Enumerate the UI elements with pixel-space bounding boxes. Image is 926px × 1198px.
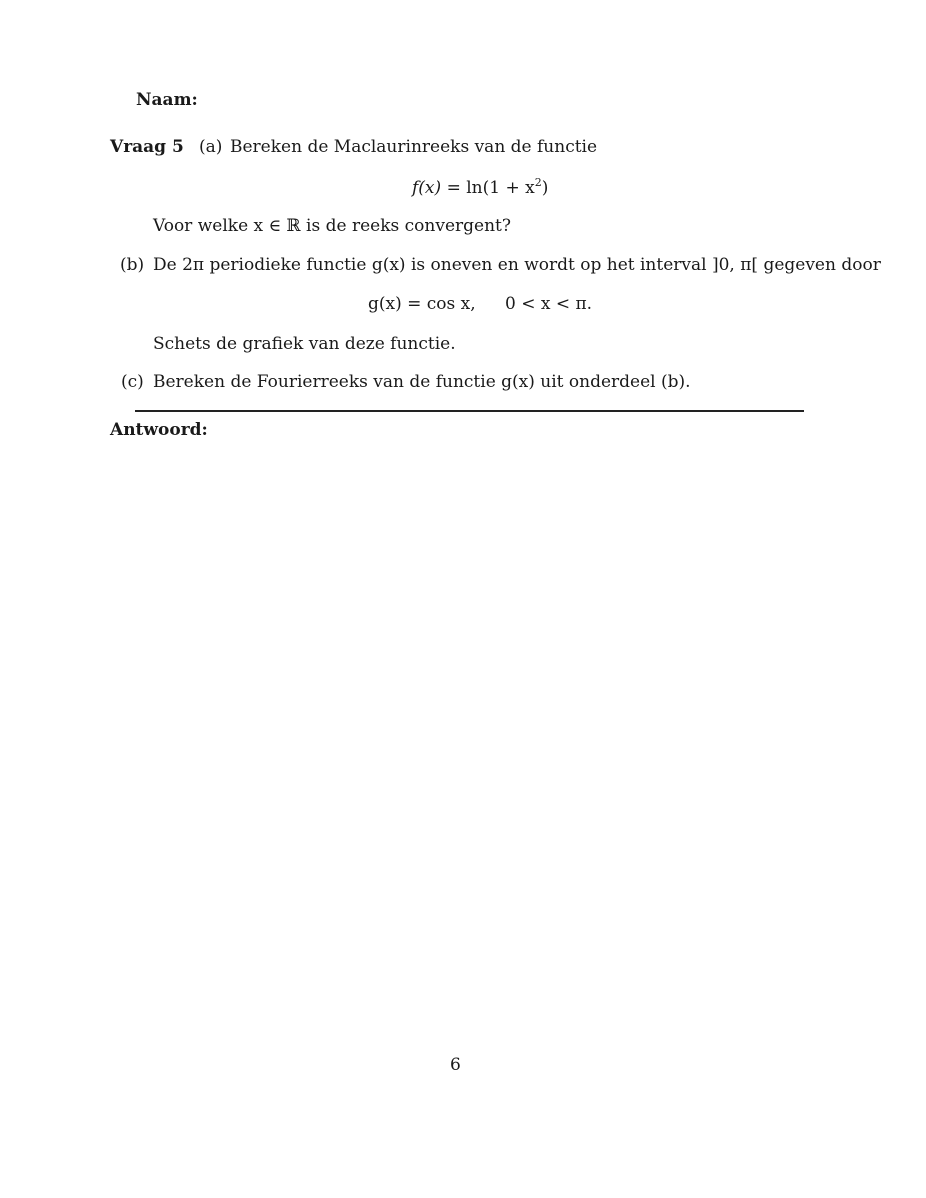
formula-a-lhs: f(x)	[412, 178, 442, 198]
part-b-formula-right: 0 < x < π.	[505, 294, 593, 314]
formula-a-exponent: 2	[534, 176, 542, 189]
question-label: Vraag 5	[110, 137, 184, 157]
part-a-text: Bereken de Maclaurinreeks van de functie	[230, 137, 598, 157]
formula-a-rhs: = ln(1 + x	[446, 178, 535, 198]
formula-a-close: )	[541, 178, 549, 198]
part-c-text: Bereken de Fourierreeks van de functie g(x) uit onderdeel (b).	[153, 372, 691, 392]
part-a-formula	[412, 176, 548, 198]
part-a-marker: (a)	[199, 137, 223, 157]
part-b-formula-left: g(x) = cos x,	[368, 294, 476, 314]
part-b-text: De 2π periodieke functie g(x) is oneven en wordt op het interval ]0, π[ gegeven door	[153, 255, 881, 275]
name-label: Naam:	[136, 90, 198, 110]
part-c-marker: (c)	[121, 372, 144, 392]
part-a-followup: Voor welke x ∈ ℝ is de reeks convergent?	[153, 216, 511, 236]
separator-rule	[135, 410, 804, 412]
page-number: 6	[450, 1055, 461, 1075]
answer-label: Antwoord:	[110, 420, 208, 440]
part-b-followup: Schets de grafiek van deze functie.	[153, 334, 456, 354]
part-b-marker: (b)	[120, 255, 145, 275]
